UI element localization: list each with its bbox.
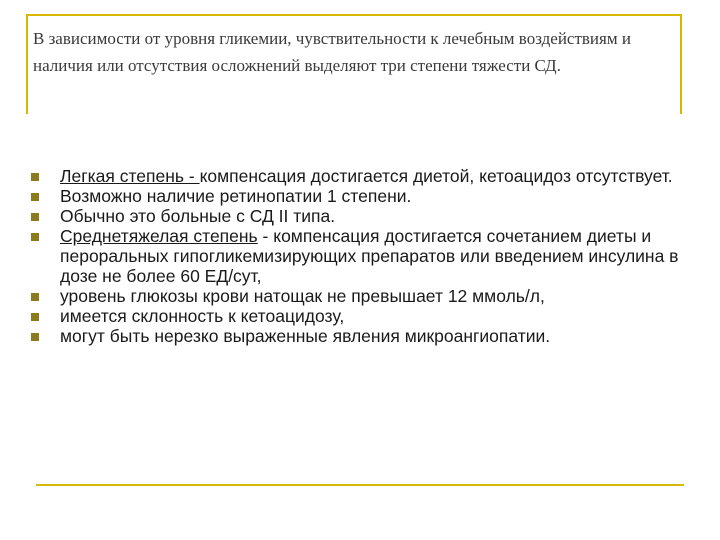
list-item-lead: Легкая степень - (60, 166, 200, 186)
square-bullet-icon (31, 193, 39, 201)
bottom-divider (36, 484, 684, 486)
list-item (30, 326, 690, 346)
list-item-text: компенсация достигается диетой, кетоацидоз отсутствует. (199, 166, 673, 186)
square-bullet-icon (31, 313, 39, 321)
slide-title: В зависимости от уровня гликемии, чувствительности к лечебным воздействиям и наличия или отсутствия осложнений выделяют три степени тяжести СД. (33, 29, 631, 75)
square-bullet-icon (31, 233, 39, 241)
list-item (30, 206, 690, 226)
square-bullet-icon (31, 173, 39, 181)
list-item-text: уровень глюкозы крови натощак не превышает 12 ммоль/л, (60, 286, 545, 306)
list-item-text: могут быть нерезко выраженные явления микроангиопатии. (60, 326, 551, 346)
list-item (30, 306, 690, 326)
list-item (30, 186, 690, 206)
list-item (30, 166, 690, 186)
list-item-text: - компенсация достигается сочетанием диеты и пероральных гипогликемизирующих препаратов или введением инсулина в дозе не более 60 ЕД/сут, (60, 226, 679, 286)
list-item-text: Возможно наличие ретинопатии 1 степени. (60, 186, 412, 206)
bullet-list (30, 166, 690, 346)
list-item (30, 286, 690, 306)
square-bullet-icon (31, 293, 39, 301)
list-item-text: имеется склонность к кетоацидозу, (60, 306, 345, 326)
list-item (30, 226, 690, 286)
list-item-text: Обычно это больные с СД II типа. (60, 206, 336, 226)
list-item-lead: Среднетяжелая степень (60, 226, 258, 246)
square-bullet-icon (31, 213, 39, 221)
square-bullet-icon (31, 333, 39, 341)
